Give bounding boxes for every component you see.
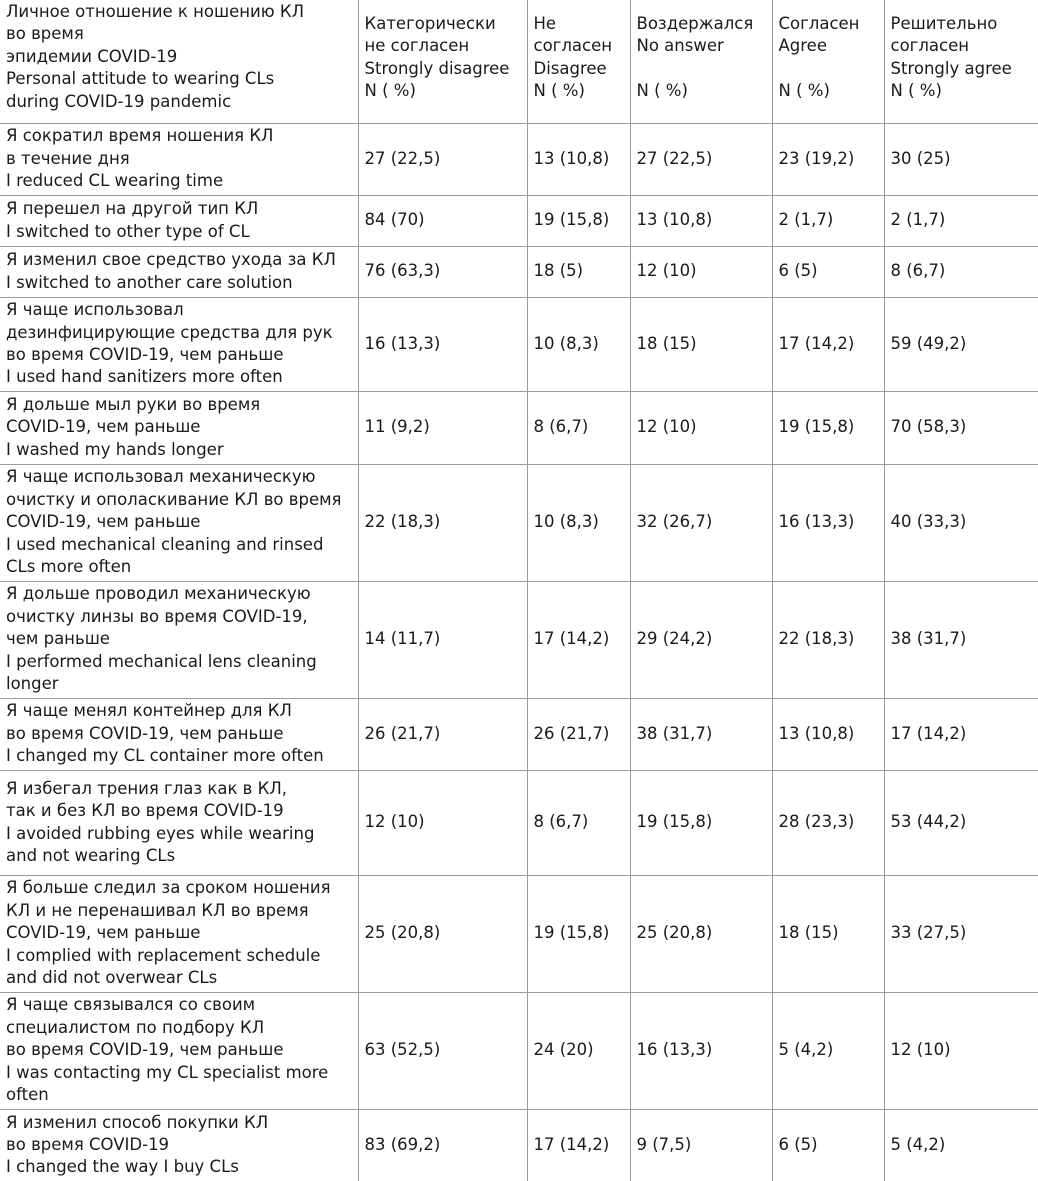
- value-cell-disagree: [527, 464, 630, 581]
- col-header-unit: N ( %): [778, 81, 830, 101]
- statement-en-line: I switched to other type of CL: [6, 221, 250, 241]
- value-text: 12 (10): [636, 261, 697, 281]
- value-text: 19 (15,8): [533, 210, 610, 230]
- statement-ru-line: во время COVID-19, чем раньше: [6, 723, 284, 743]
- statement-ru-line: COVID-19, чем раньше: [6, 417, 201, 437]
- col-header-en: Strongly disagree: [364, 58, 510, 78]
- value-text: 6 (5): [778, 1135, 818, 1155]
- value-cell-strongly-agree: [884, 391, 1038, 464]
- value-text: 26 (21,7): [533, 723, 610, 743]
- statement-ru-line: Я избегал трения глаз как в КЛ,: [6, 778, 287, 798]
- value-cell-strongly-agree: [884, 698, 1038, 770]
- statement-ru-line: дезинфицирующие средства для рук: [6, 322, 333, 342]
- value-text: 59 (49,2): [890, 333, 967, 353]
- value-cell-no-answer: [630, 698, 772, 770]
- value-cell-strongly-disagree: [358, 297, 527, 391]
- value-cell-disagree: [527, 581, 630, 698]
- statement-ru-line: очистку линзы во время COVID-19,: [6, 606, 308, 626]
- statement-ru-line: Я дольше мыл руки во время: [6, 394, 261, 414]
- value-text: 17 (14,2): [890, 723, 967, 743]
- header-en-line: during COVID-19 pandemic: [6, 91, 232, 111]
- col-header-unit: N ( %): [533, 81, 585, 101]
- value-cell-strongly-disagree: [358, 464, 527, 581]
- value-text: 25 (20,8): [364, 923, 441, 943]
- statement-en-line: and not wearing CLs: [6, 845, 176, 865]
- statement-ru-line: COVID-19, чем раньше: [6, 923, 201, 943]
- statement-cell: [0, 698, 358, 770]
- col-header-disagree: [527, 0, 630, 123]
- statement-en-line: and did not overwear CLs: [6, 968, 218, 988]
- statement-en-line: I used hand sanitizers more often: [6, 367, 283, 387]
- value-cell-agree: [772, 246, 884, 297]
- value-cell-strongly-disagree: [358, 770, 527, 875]
- value-cell-no-answer: [630, 875, 772, 992]
- value-text: 70 (58,3): [890, 417, 967, 437]
- statement-cell: [0, 246, 358, 297]
- value-text: 19 (15,8): [533, 923, 610, 943]
- value-cell-strongly-agree: [884, 581, 1038, 698]
- value-cell-strongly-disagree: [358, 195, 527, 246]
- statement-ru-line: Я чаще менял контейнер для КЛ: [6, 701, 292, 721]
- value-text: 84 (70): [364, 210, 425, 230]
- value-cell-disagree: [527, 1109, 630, 1181]
- value-cell-agree: [772, 464, 884, 581]
- value-cell-strongly-disagree: [358, 246, 527, 297]
- value-text: 24 (20): [533, 1040, 594, 1060]
- value-cell-no-answer: [630, 246, 772, 297]
- statement-en-line: often: [6, 1085, 49, 1105]
- value-text: 76 (63,3): [364, 261, 441, 281]
- statement-ru-line: специалистом по подбору КЛ: [6, 1017, 265, 1037]
- value-text: 22 (18,3): [778, 629, 855, 649]
- statement-ru-line: во время COVID-19, чем раньше: [6, 345, 284, 364]
- statement-en-line: I reduced CL wearing time: [6, 171, 224, 191]
- value-cell-disagree: [527, 195, 630, 246]
- statement-ru-line: Я чаще использовал механическую: [6, 467, 316, 487]
- statement-en-line: I complied with replacement schedule: [6, 945, 321, 965]
- statement-cell: [0, 464, 358, 581]
- statement-cell: [0, 992, 358, 1109]
- statement-en-line: I switched to another care solution: [6, 272, 293, 292]
- value-cell-agree: [772, 195, 884, 246]
- table-row: [0, 992, 1038, 1109]
- value-cell-agree: [772, 992, 884, 1109]
- value-cell-strongly-agree: [884, 1109, 1038, 1181]
- value-cell-strongly-disagree: [358, 992, 527, 1109]
- value-cell-strongly-agree: [884, 770, 1038, 875]
- col-header-ru-line: Не: [533, 14, 557, 33]
- value-cell-agree: [772, 123, 884, 195]
- value-cell-agree: [772, 391, 884, 464]
- table-row: [0, 698, 1038, 770]
- value-cell-disagree: [527, 875, 630, 992]
- table-row: [0, 391, 1038, 464]
- value-text: 53 (44,2): [890, 812, 967, 832]
- statement-cell: [0, 581, 358, 698]
- table-body: [0, 123, 1038, 1181]
- value-text: 29 (24,2): [636, 629, 713, 649]
- value-text: 10 (8,3): [533, 512, 599, 532]
- value-text: 17 (14,2): [533, 629, 610, 649]
- value-cell-disagree: [527, 391, 630, 464]
- value-cell-strongly-agree: [884, 992, 1038, 1109]
- statement-cell: [0, 297, 358, 391]
- value-cell-no-answer: [630, 1109, 772, 1181]
- statement-en-line: I washed my hands longer: [6, 439, 224, 459]
- value-cell-strongly-disagree: [358, 698, 527, 770]
- statement-ru-line: во время COVID-19, чем раньше: [6, 1040, 284, 1060]
- value-cell-disagree: [527, 246, 630, 297]
- value-text: 18 (15): [778, 923, 839, 943]
- value-text: 6 (5): [778, 261, 818, 281]
- statement-en-line: longer: [6, 674, 59, 694]
- statement-header: [0, 0, 358, 123]
- value-text: 2 (1,7): [778, 210, 834, 230]
- value-cell-no-answer: [630, 391, 772, 464]
- value-cell-no-answer: [630, 123, 772, 195]
- value-text: 22 (18,3): [364, 512, 441, 532]
- value-text: 32 (26,7): [636, 512, 713, 532]
- value-text: 8 (6,7): [533, 812, 589, 832]
- value-cell-disagree: [527, 770, 630, 875]
- statement-ru-line: Я чаще связывался со своим: [6, 995, 256, 1015]
- header-en-line: Personal attitude to wearing CLs: [6, 69, 275, 89]
- value-cell-strongly-agree: [884, 464, 1038, 581]
- statement-ru-line: в течение дня: [6, 148, 130, 168]
- col-header-unit: N ( %): [364, 81, 416, 101]
- statement-ru-line: Я сократил время ношения КЛ: [6, 126, 274, 146]
- statement-cell: [0, 391, 358, 464]
- col-header-ru-line: Решительно: [890, 14, 998, 33]
- header-ru-line: во время: [6, 24, 84, 44]
- table-row: [0, 1109, 1038, 1181]
- value-cell-agree: [772, 698, 884, 770]
- col-header-unit: N ( %): [890, 81, 942, 101]
- col-header-ru-line: Категорически: [364, 14, 496, 33]
- col-header-strongly-agree: [884, 0, 1038, 123]
- table-row: [0, 770, 1038, 875]
- statement-ru-line: Я перешел на другой тип КЛ: [6, 199, 259, 219]
- value-cell-strongly-agree: [884, 195, 1038, 246]
- table-row: [0, 581, 1038, 698]
- value-text: 27 (22,5): [636, 148, 713, 168]
- statement-ru-line: Я изменил свое средство ухода за КЛ: [6, 250, 336, 270]
- value-cell-strongly-agree: [884, 123, 1038, 195]
- value-cell-strongly-disagree: [358, 123, 527, 195]
- value-cell-no-answer: [630, 581, 772, 698]
- statement-cell: [0, 875, 358, 992]
- value-cell-strongly-disagree: [358, 581, 527, 698]
- value-text: 5 (4,2): [778, 1040, 834, 1060]
- header-row: [0, 0, 1038, 123]
- value-text: 17 (14,2): [778, 333, 855, 353]
- value-text: 28 (23,3): [778, 812, 855, 832]
- value-text: 16 (13,3): [636, 1040, 713, 1060]
- value-text: 13 (10,8): [636, 210, 713, 230]
- statement-cell: [0, 1109, 358, 1181]
- value-cell-agree: [772, 1109, 884, 1181]
- value-text: 16 (13,3): [364, 333, 441, 353]
- value-text: 19 (15,8): [636, 812, 713, 832]
- statement-en-line: I used mechanical cleaning and rinsed: [6, 534, 324, 554]
- value-cell-disagree: [527, 297, 630, 391]
- statement-ru-line: КЛ и не перенашивал КЛ во время: [6, 900, 309, 920]
- value-text: 19 (15,8): [778, 417, 855, 437]
- value-cell-disagree: [527, 123, 630, 195]
- value-text: 30 (25): [890, 148, 951, 168]
- value-cell-strongly-agree: [884, 246, 1038, 297]
- statement-cell: [0, 770, 358, 875]
- value-text: 40 (33,3): [890, 512, 967, 532]
- col-header-ru-line: согласен: [890, 36, 970, 56]
- value-text: 14 (11,7): [364, 629, 441, 649]
- statement-en-line: CLs more often: [6, 557, 132, 577]
- value-text: 8 (6,7): [533, 417, 589, 437]
- col-header-ru-line: Согласен: [778, 14, 860, 33]
- col-header-strongly-disagree: [358, 0, 527, 123]
- value-cell-strongly-agree: [884, 875, 1038, 992]
- table-row: [0, 464, 1038, 581]
- statement-ru-line: очистку и ополаскивание КЛ во время: [6, 489, 342, 509]
- col-header-ru-line: согласен: [533, 36, 613, 56]
- statement-cell: [0, 195, 358, 246]
- value-text: 12 (10): [636, 417, 697, 437]
- table-row: [0, 297, 1038, 391]
- col-header-agree: [772, 0, 884, 123]
- statement-ru-line: во время COVID-19: [6, 1135, 170, 1155]
- value-text: 13 (10,8): [778, 723, 855, 743]
- value-cell-strongly-disagree: [358, 391, 527, 464]
- statement-ru-line: COVID-19, чем раньше: [6, 512, 201, 532]
- value-text: 83 (69,2): [364, 1135, 441, 1155]
- statement-en-line: I changed the way I buy CLs: [6, 1157, 239, 1177]
- statement-en-line: I avoided rubbing eyes while wearing: [6, 823, 315, 843]
- statement-en-line: I was contacting my CL specialist more: [6, 1062, 329, 1082]
- col-header-ru-line: не согласен: [364, 36, 470, 56]
- col-header-en: Strongly agree: [890, 58, 1012, 78]
- value-cell-strongly-disagree: [358, 1109, 527, 1181]
- value-cell-no-answer: [630, 992, 772, 1109]
- value-text: 33 (27,5): [890, 923, 967, 943]
- value-cell-disagree: [527, 992, 630, 1109]
- value-cell-no-answer: [630, 770, 772, 875]
- value-text: 23 (19,2): [778, 148, 855, 168]
- table-row: [0, 246, 1038, 297]
- value-cell-strongly-disagree: [358, 875, 527, 992]
- value-text: 38 (31,7): [636, 723, 713, 743]
- value-text: 18 (5): [533, 261, 584, 281]
- value-text: 26 (21,7): [364, 723, 441, 743]
- statement-ru-line: Я больше следил за сроком ношения: [6, 878, 331, 898]
- value-text: 17 (14,2): [533, 1135, 610, 1155]
- value-cell-agree: [772, 875, 884, 992]
- value-text: 2 (1,7): [890, 210, 946, 230]
- col-header-en: Agree: [778, 36, 827, 56]
- value-cell-agree: [772, 297, 884, 391]
- statement-ru-line: чем раньше: [6, 629, 110, 649]
- table-row: [0, 123, 1038, 195]
- header-ru-line: эпидемии COVID-19: [6, 46, 178, 66]
- value-text: 27 (22,5): [364, 148, 441, 168]
- value-text: 12 (10): [890, 1040, 951, 1060]
- statement-ru-line: Я чаще использовал: [6, 300, 184, 320]
- value-text: 11 (9,2): [364, 417, 430, 437]
- table-row: [0, 195, 1038, 246]
- value-cell-no-answer: [630, 464, 772, 581]
- col-header-no-answer: [630, 0, 772, 123]
- value-text: 13 (10,8): [533, 148, 610, 168]
- value-text: 18 (15): [636, 333, 697, 353]
- value-cell-no-answer: [630, 195, 772, 246]
- value-text: 38 (31,7): [890, 629, 967, 649]
- value-cell-agree: [772, 581, 884, 698]
- header-ru-line: Личное отношение к ношению КЛ: [6, 2, 305, 21]
- table-row: [0, 875, 1038, 992]
- statement-en-line: I performed mechanical lens cleaning: [6, 651, 317, 671]
- statement-ru-line: Я дольше проводил механическую: [6, 584, 311, 604]
- col-header-en: Disagree: [533, 58, 607, 78]
- value-text: 9 (7,5): [636, 1135, 692, 1155]
- value-text: 16 (13,3): [778, 512, 855, 532]
- value-text: 12 (10): [364, 812, 425, 832]
- value-text: 25 (20,8): [636, 923, 713, 943]
- value-cell-no-answer: [630, 297, 772, 391]
- col-header-unit: N ( %): [636, 81, 688, 101]
- statement-cell: [0, 123, 358, 195]
- value-text: 10 (8,3): [533, 333, 599, 353]
- value-cell-agree: [772, 770, 884, 875]
- value-text: 5 (4,2): [890, 1135, 946, 1155]
- value-text: 63 (52,5): [364, 1040, 441, 1060]
- statement-ru-line: Я изменил способ покупки КЛ: [6, 1112, 269, 1132]
- value-cell-disagree: [527, 698, 630, 770]
- value-cell-strongly-agree: [884, 297, 1038, 391]
- col-header-ru-line: Воздержался: [636, 14, 754, 33]
- col-header-en: No answer: [636, 36, 724, 56]
- value-text: 8 (6,7): [890, 261, 946, 281]
- statement-en-line: I changed my CL container more often: [6, 746, 324, 766]
- statement-ru-line: так и без КЛ во время COVID-19: [6, 801, 284, 821]
